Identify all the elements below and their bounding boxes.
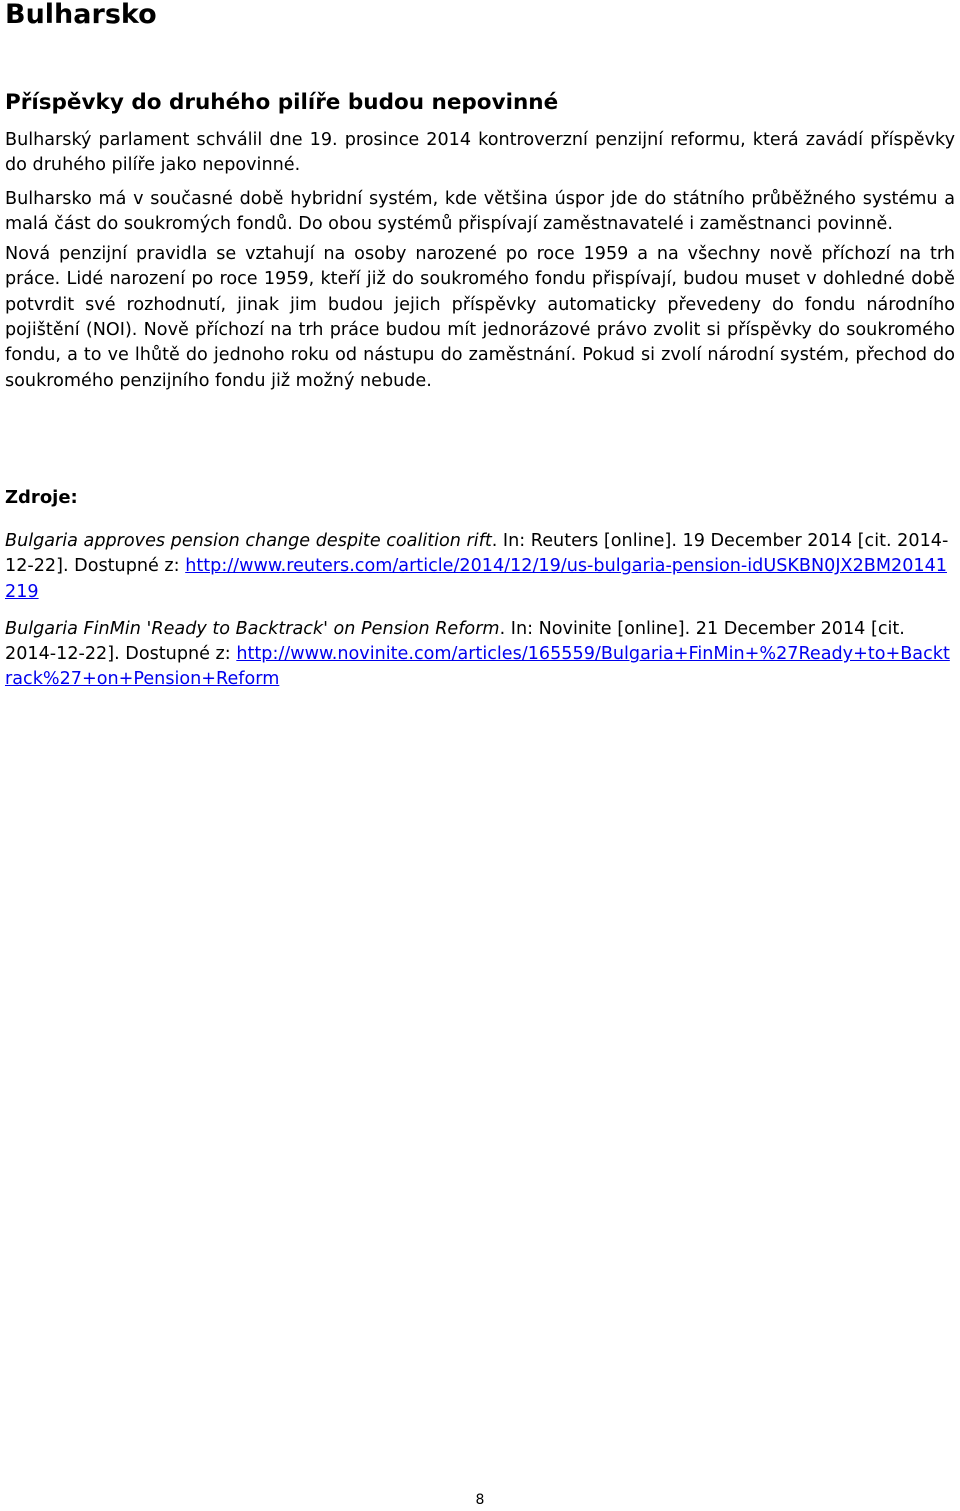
- document-page: [5, 0, 955, 693]
- page-number: 8: [475, 1492, 485, 1508]
- sources-heading: Zdroje:: [5, 486, 78, 508]
- article-title: Příspěvky do druhého pilíře budou nepovinné: [5, 90, 559, 115]
- source-details: . In: Reuters [online]. 19 December 2014 [cit. 2014-12-22]. Dostupné z:: [5, 530, 949, 577]
- source-link[interactable]: http://www.novinite.com/articles/165559/Bulgaria+FinMin+%27Ready+to+Backtrack%27+on+Pension+Reform: [5, 644, 950, 690]
- source-title: Bulgaria FinMin 'Ready to Backtrack' on Pension Reform: [5, 618, 500, 639]
- source-title: Bulgaria approves pension change despite coalition rift: [5, 530, 492, 551]
- source-item: [5, 529, 955, 605]
- article-paragraph: Bulharsko má v současné době hybridní systém, kde většina úspor jde do státního průběžného systému a malá část do soukromých fondů. Do obou systémů přispívají zaměstnavatelé i zaměstnanci povinně.: [5, 188, 955, 234]
- source-link[interactable]: http://www.reuters.com/article/2014/12/19/us-bulgaria-pension-idUSKBN0JX2BM20141219: [5, 556, 947, 602]
- country-heading: Bulharsko: [5, 0, 157, 30]
- source-details: . In: Novinite [online]. 21 December 2014 [cit. 2014-12-22]. Dostupné z:: [5, 618, 905, 665]
- source-item: [5, 617, 955, 693]
- article-paragraph: Bulharský parlament schválil dne 19. prosince 2014 kontroverzní penzijní reformu, která zavádí příspěvky do druhého pilíře jako nepovinné.: [5, 130, 955, 176]
- article-paragraph: Nová penzijní pravidla se vztahují na osoby narozené po roce 1959 a na všechny nově příchozí na trh práce. Lidé narození po roce 1959, kteří již do soukromého fondu přispívají, budou muset v dohledné době potvrdit své rozhodnutí, jinak jim budou jejich příspěvky automaticky převedeny do fondu národního pojištění (NOI). Nově příchozí na trh práce budou mít jednorázové právo zvolit si příspěvky do soukromého fondu, a to ve lhůtě do jednoho roku od nástupu do zaměstnání. Pokud si zvolí národní systém, přechod do soukromého penzijního fondu již možný nebude.: [5, 244, 955, 391]
